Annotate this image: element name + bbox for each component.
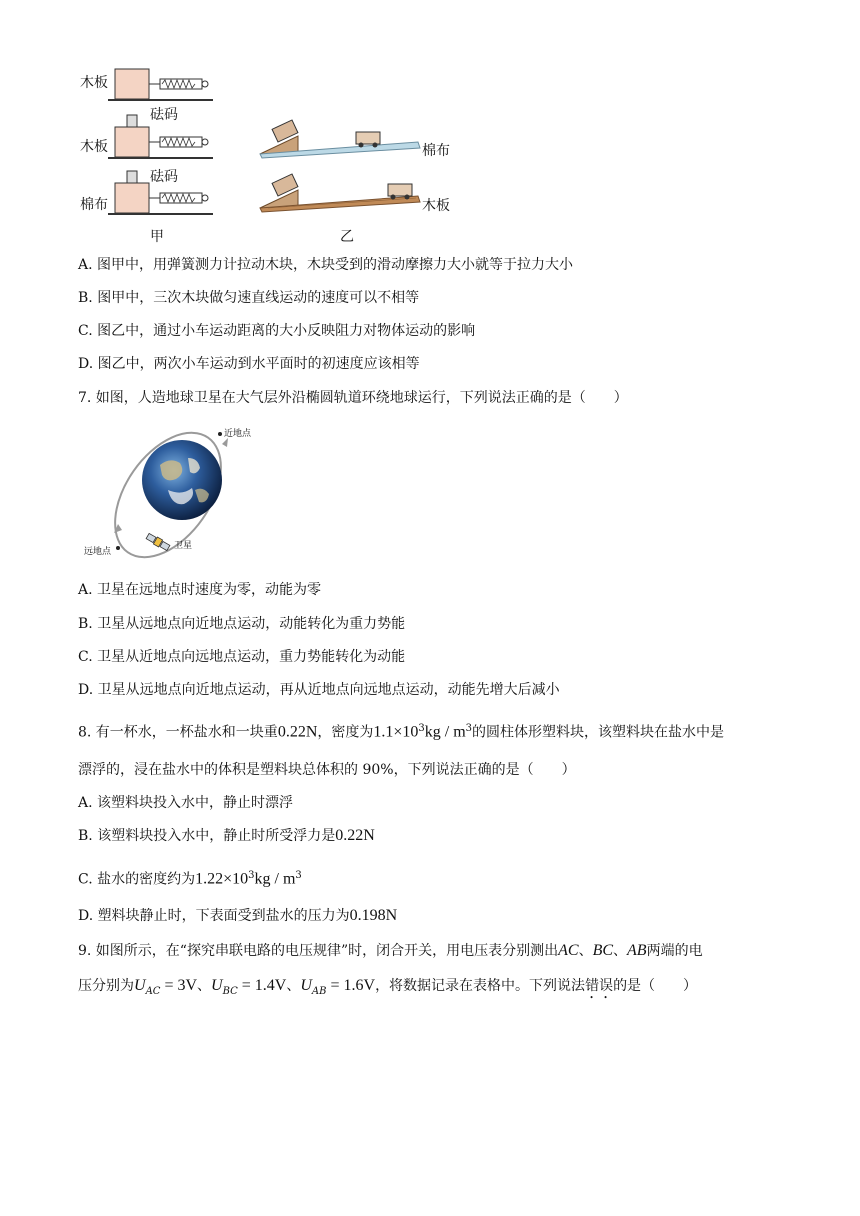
q8-stem-a: 8. 有一杯水，一杯盐水和一块重 bbox=[78, 724, 278, 741]
q8-option-c-unit: kg / m bbox=[254, 870, 296, 888]
q8-option-c-value: 1.22×10 bbox=[195, 870, 249, 888]
label-board-3: 木板 bbox=[422, 198, 450, 214]
q9-stem2-emphasis: 错误 bbox=[585, 978, 614, 994]
label-cloth-2: 棉布 bbox=[422, 143, 450, 159]
q8-stem-line1 bbox=[78, 719, 724, 743]
label-perigee: 近地点 bbox=[224, 429, 252, 439]
label-apogee: 远地点 bbox=[84, 547, 112, 557]
q6-option-d: D. 图乙中，两次小车运动到水平面时的初速度应该相等 bbox=[78, 356, 420, 372]
q9-u1-value: = 3V bbox=[160, 977, 198, 994]
q8-stem-line2: 漂浮的，浸在盐水中的体积是塑料块总体积的 90%，下列说法正确的是（ ） bbox=[78, 762, 576, 778]
q9-stem-line2: 压分别为$U_{AC} = 3V$、$U_{BC} = 1.4V$、$U_{AB} = 1.6V$，将数据记录在表格中。下列说法错误的是（ ） bbox=[78, 977, 698, 997]
q8-option-b-value: 0.22N bbox=[335, 827, 375, 844]
q9-stem2-a: 压分别为 bbox=[78, 978, 134, 994]
label-weight-2: 砝码 bbox=[150, 169, 178, 185]
label-cloth-1: 棉布 bbox=[80, 197, 108, 213]
q9-u1-symbol: U bbox=[134, 977, 146, 994]
q9-u2-value: = 1.4V bbox=[237, 977, 287, 994]
q9-ab: AB bbox=[627, 942, 647, 959]
q7-option-d: D. 卫星从远地点向近地点运动，再从近地点向远地点运动，动能先增大后减小 bbox=[78, 682, 560, 698]
q9-bc: BC bbox=[592, 942, 614, 959]
q6-option-c: C. 图乙中，通过小车运动距离的大小反映阻力对物体运动的影响 bbox=[78, 323, 476, 339]
q9-u1-sub: AC bbox=[145, 985, 161, 997]
label-weight-1: 砝码 bbox=[150, 107, 178, 123]
label-board-1: 木板 bbox=[80, 75, 108, 91]
q7-option-a: A. 卫星在远地点时速度为零，动能为零 bbox=[78, 582, 322, 598]
q9-stem2-b: ，将数据记录在表格中。下列说法 bbox=[375, 978, 586, 994]
q8-weight: 0.22N bbox=[277, 723, 318, 741]
label-jia: 甲 bbox=[150, 229, 164, 245]
q8-stem-c: 的圆柱体形塑料块，该塑料块在盐水中是 bbox=[472, 724, 725, 741]
q8-density-unit-exp: 3 bbox=[465, 723, 473, 734]
q8-option-c-unit-exp: 3 bbox=[295, 870, 302, 881]
q8-option-c bbox=[78, 866, 302, 890]
q9-sep2: 、 bbox=[613, 943, 628, 959]
q9-stem-line1 bbox=[78, 941, 703, 961]
q8-stem-b: ，密度为 bbox=[317, 724, 374, 741]
q8-option-d-value: 0.198N bbox=[349, 907, 398, 924]
q8-option-c-text: C. 盐水的密度约为 bbox=[78, 871, 196, 888]
q9-sep1: 、 bbox=[578, 943, 593, 959]
q8-option-c-exp: 3 bbox=[248, 870, 255, 881]
q9-u3-sub: AB bbox=[311, 985, 327, 997]
label-yi: 乙 bbox=[340, 229, 354, 245]
q6-option-a: A. 图甲中，用弹簧测力计拉动木块，木块受到的滑动摩擦力大小就等于拉力大小 bbox=[78, 257, 574, 273]
q9-u3-value: = 1.6V bbox=[326, 977, 376, 994]
q8-density-exp: 3 bbox=[418, 723, 425, 734]
q8-option-b-text: B. 该塑料块投入水中，静止时所受浮力是 bbox=[78, 828, 336, 844]
q7-stem: 7. 如图，人造地球卫星在大气层外沿椭圆轨道环绕地球运行，下列说法正确的是（ ） bbox=[78, 390, 628, 406]
q8-density: 1.1×10 bbox=[373, 723, 419, 741]
q9-stem-a: 9. 如图所示，在“探究串联电路的电压规律”时，闭合开关，用电压表分别测出 bbox=[78, 943, 559, 959]
q9-stem-b: 两端的电 bbox=[646, 943, 703, 959]
q8-option-b bbox=[78, 826, 375, 846]
label-satellite: 卫星 bbox=[174, 541, 193, 551]
q7-option-b: B. 卫星从远地点向近地点运动，动能转化为重力势能 bbox=[78, 616, 406, 632]
figure-yi bbox=[258, 118, 428, 218]
orbit-diagram bbox=[80, 420, 240, 560]
q9-u2-symbol: U bbox=[211, 977, 223, 994]
q7-option-c: C. 卫星从近地点向远地点运动，重力势能转化为动能 bbox=[78, 649, 406, 665]
q9-u3-symbol: U bbox=[300, 977, 312, 994]
q8-option-a: A. 该塑料块投入水中，静止时漂浮 bbox=[78, 795, 294, 811]
q9-ac: AC bbox=[558, 942, 579, 959]
q8-option-d bbox=[78, 906, 397, 926]
q8-option-d-text: D. 塑料块静止时，下表面受到盐水的压力为 bbox=[78, 908, 350, 924]
q6-option-b: B. 图甲中，三次木块做匀速直线运动的速度可以不相等 bbox=[78, 290, 420, 306]
q8-density-unit: kg / m bbox=[424, 723, 466, 741]
q9-u2-sub: BC bbox=[222, 985, 238, 997]
label-board-2: 木板 bbox=[80, 139, 108, 155]
q9-stem2-c: 的是（ ） bbox=[613, 978, 698, 994]
